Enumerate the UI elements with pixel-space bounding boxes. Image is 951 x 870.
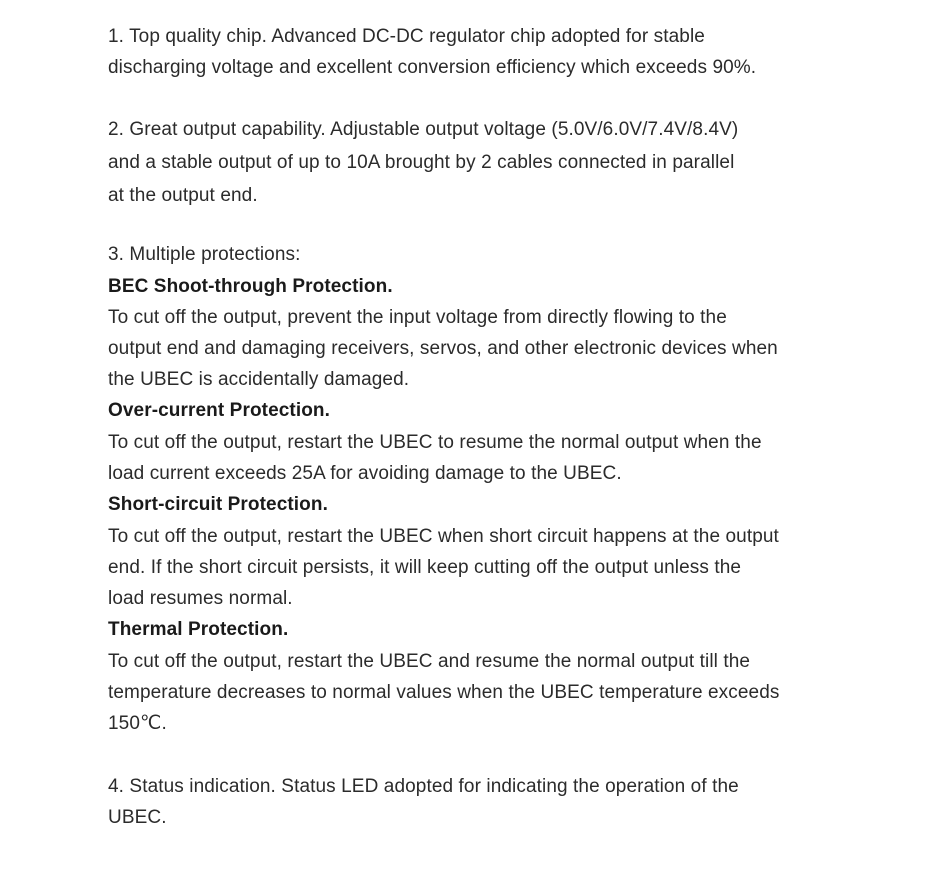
feature-intro: 3. Multiple protections: <box>108 244 301 265</box>
protection-text-line: temperature decreases to normal values when the UBEC temperature exceeds <box>108 682 780 703</box>
protection-text-line: To cut off the output, prevent the input voltage from directly flowing to the <box>108 307 727 328</box>
protection-text-line: load current exceeds 25A for avoiding damage to the UBEC. <box>108 463 622 484</box>
protection-text-line: end. If the short circuit persists, it will keep cutting off the output unless the <box>108 557 742 578</box>
protection-text-line: the UBEC is accidentally damaged. <box>108 369 410 390</box>
feature-text-line: 1. Top quality chip. Advanced DC-DC regulator chip adopted for stable <box>108 26 705 47</box>
protection-title: BEC Shoot-through Protection. <box>108 276 393 297</box>
protection-text-line: To cut off the output, restart the UBEC when short circuit happens at the output <box>108 526 779 547</box>
feature-text-line: discharging voltage and excellent conversion efficiency which exceeds 90%. <box>108 57 757 78</box>
feature-text-line: 4. Status indication. Status LED adopted for indicating the operation of the <box>108 776 739 797</box>
feature-text-line: UBEC. <box>108 807 167 828</box>
protection-title: Over-current Protection. <box>108 400 331 421</box>
protection-text-line: To cut off the output, restart the UBEC and resume the normal output till the <box>108 651 751 672</box>
feature-text-line: 2. Great output capability. Adjustable output voltage (5.0V/6.0V/7.4V/8.4V) <box>108 119 739 140</box>
protection-text-line: load resumes normal. <box>108 588 293 609</box>
protection-text-line: output end and damaging receivers, servos, and other electronic devices when <box>108 338 778 359</box>
protection-text-line: To cut off the output, restart the UBEC to resume the normal output when the <box>108 432 762 453</box>
protection-text-line: 150℃. <box>108 713 167 734</box>
feature-text-line: at the output end. <box>108 185 258 206</box>
feature-text-line: and a stable output of up to 10A brought by 2 cables connected in parallel <box>108 152 735 173</box>
protection-title: Short-circuit Protection. <box>108 494 328 515</box>
protection-title: Thermal Protection. <box>108 619 289 640</box>
